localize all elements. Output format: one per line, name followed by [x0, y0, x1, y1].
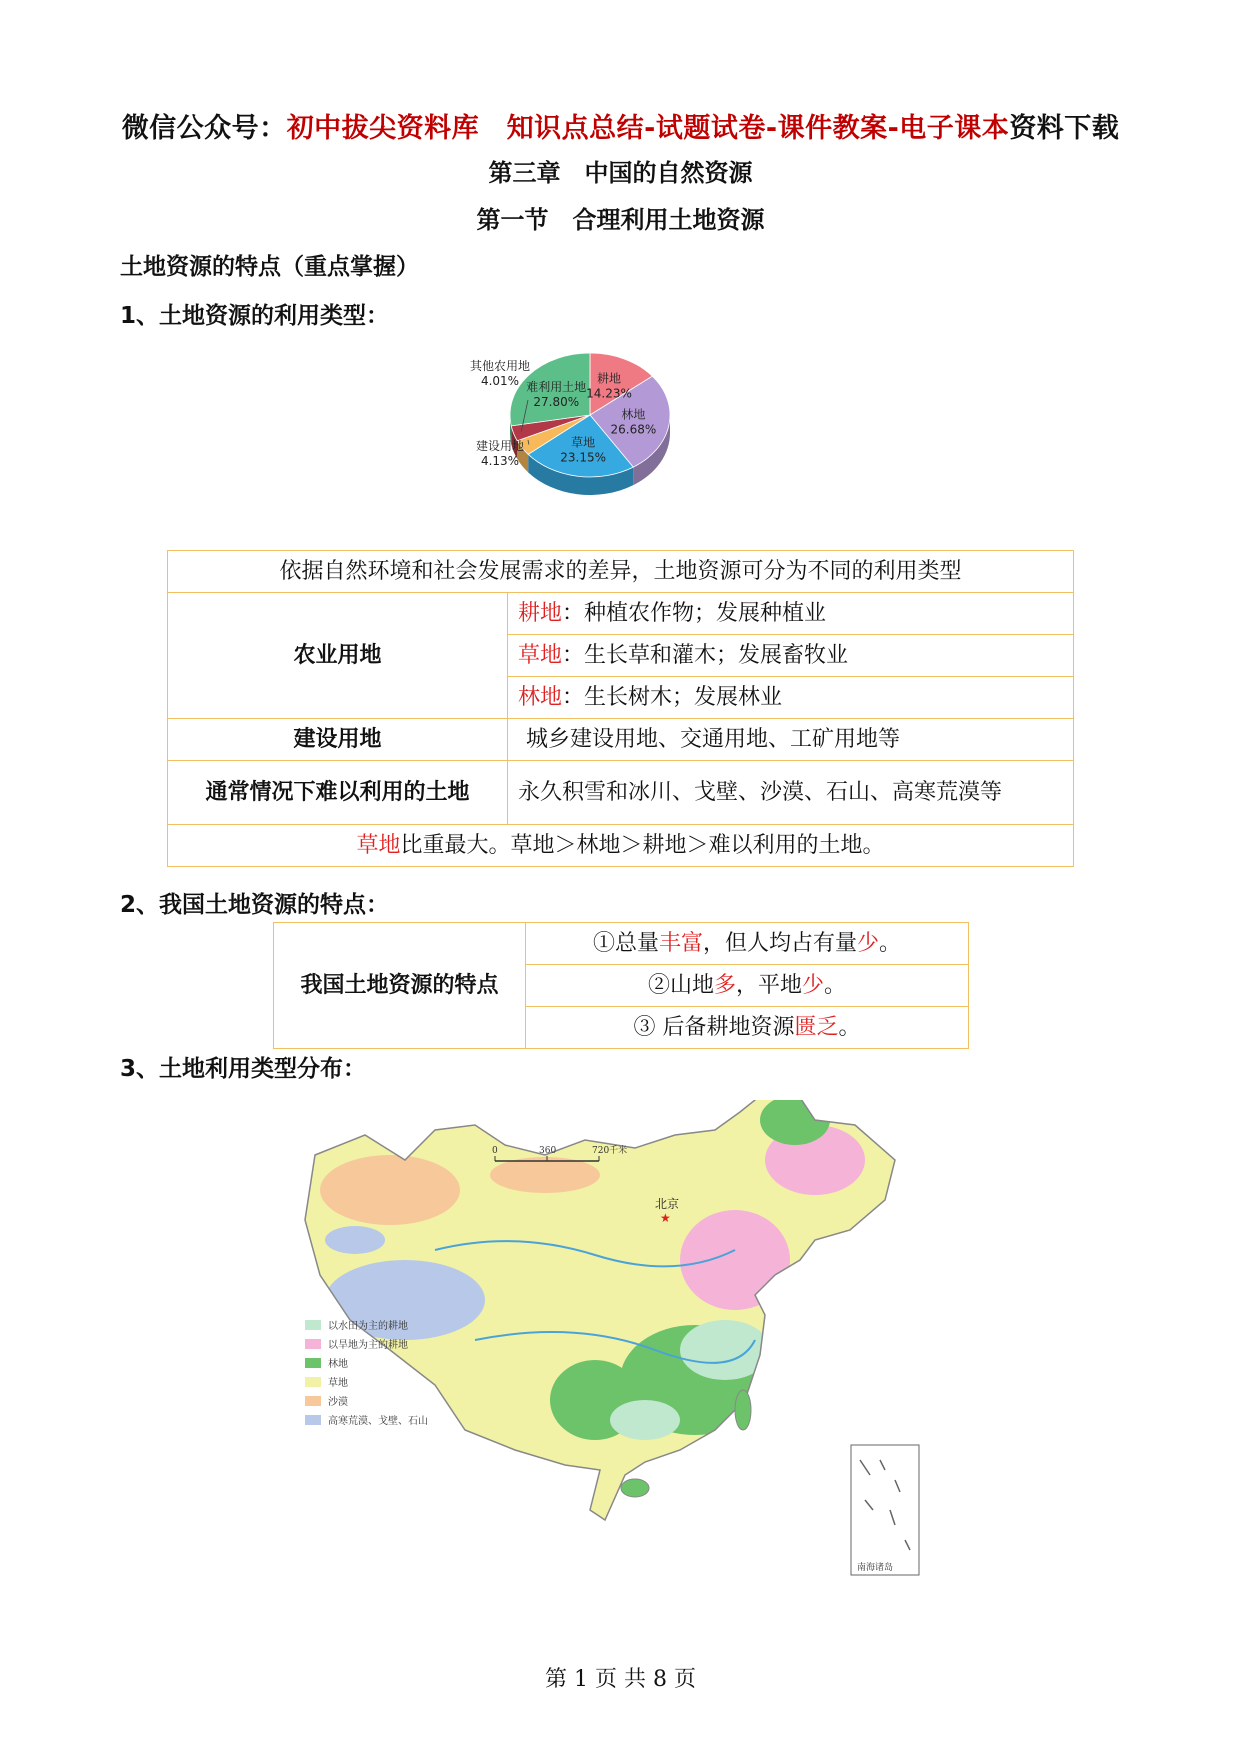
t2-red: 丰富: [658, 930, 703, 956]
t2-text: 。: [824, 972, 847, 998]
table1-agri-row: [508, 677, 1074, 719]
pie-label-name-难利用土地: 难利用土地: [526, 380, 587, 395]
legend-label: 高寒荒漠、戈壁、石山: [328, 1416, 428, 1427]
header-highlight: 初中拔尖资料库 知识点总结-试题试卷-课件教案-电子课本: [286, 113, 1010, 144]
pie-label-name-草地: 草地: [571, 435, 596, 450]
header-suffix: 资料下载: [1009, 113, 1120, 144]
t2-text: 。: [838, 1014, 861, 1040]
land-features-table: [273, 922, 969, 1049]
t2-text: ①总量: [592, 930, 659, 956]
pie-label-value-难利用土地: 27.80%: [533, 395, 580, 410]
map-taiwan: [735, 1390, 751, 1430]
pie-label-name-建设用地: 建设用地: [475, 439, 525, 453]
term: 草地: [518, 642, 563, 668]
desc: ：种植农作物；发展种植业: [562, 600, 827, 626]
legend-label: 林地: [328, 1359, 348, 1370]
map-desert-tarim: [320, 1155, 460, 1225]
pie-label-value-其他农用地: 4.01%: [480, 374, 520, 388]
map-inset: [851, 1445, 919, 1575]
table1-agri-label: 农业用地: [168, 593, 508, 719]
table1-construction-desc: 城乡建设用地、交通用地、工矿用地等: [508, 719, 1074, 761]
section-title: 第一节 合理利用土地资源: [476, 206, 765, 234]
map-paddy-south: [610, 1400, 680, 1440]
table1-hard-label: 通常情况下难以利用的土地: [168, 761, 508, 825]
pie-label-value-林地: 26.68%: [610, 422, 657, 437]
summary-highlight: 草地: [356, 832, 401, 858]
t2-text: ③ 后备耕地资源: [633, 1014, 795, 1040]
inset-frame: [851, 1445, 919, 1575]
t2-text: ，但人均占有量: [702, 930, 857, 956]
t2-red: 少: [857, 930, 880, 956]
table1-intro: 依据自然环境和社会发展需求的差异，土地资源可分为不同的利用类型: [168, 551, 1074, 593]
map-paddy-yangtze: [680, 1320, 770, 1380]
t2-text: 。: [879, 930, 902, 956]
legend-label: 以旱地为主的耕地: [328, 1340, 408, 1351]
legend-swatch: [305, 1415, 321, 1425]
summary-rest: 比重最大。草地＞林地＞耕地＞难以利用的土地。: [400, 832, 885, 858]
t2-red: 匮乏: [794, 1014, 839, 1040]
land-use-type-table: [167, 550, 1074, 867]
table2-row: [526, 923, 969, 965]
pie-label-value-草地: 23.15%: [560, 450, 607, 465]
chapter-title: 第三章 中国的自然资源: [488, 159, 753, 187]
table1-construction-label: 建设用地: [168, 719, 508, 761]
scale-0: 0: [492, 1146, 498, 1156]
t2-red: 少: [802, 972, 825, 998]
t2-red: 多: [713, 972, 736, 998]
heading-1: 1、土地资源的利用类型：: [120, 303, 390, 329]
legend-swatch: [305, 1396, 321, 1406]
heading-2: 2、我国土地资源的特点：: [120, 892, 390, 918]
page-footer: 第 1 页 共 8 页: [545, 1667, 696, 1692]
capital-star-icon: ★: [660, 1211, 671, 1225]
capital-label: 北京: [655, 1197, 680, 1211]
t2-text: ，平地: [735, 972, 802, 998]
table1-summary: [168, 825, 1074, 867]
legend-label: 草地: [328, 1378, 348, 1389]
heading-3: 3、土地利用类型分布：: [120, 1056, 367, 1082]
desc: ：生长草和灌木；发展畜牧业: [562, 642, 849, 668]
heading-main: 土地资源的特点（重点掌握）: [120, 254, 419, 280]
table2-row: [526, 1007, 969, 1049]
table2-label: 我国土地资源的特点: [274, 923, 526, 1049]
map-alpine-desert-2: [325, 1226, 385, 1254]
legend-swatch: [305, 1377, 321, 1387]
legend-swatch: [305, 1320, 321, 1330]
page-header: [0, 106, 1241, 145]
header-prefix: 微信公众号：: [121, 113, 287, 144]
legend-swatch: [305, 1358, 321, 1368]
table1-hard-desc: 永久积雪和冰川、戈壁、沙漠、石山、高寒荒漠等: [508, 761, 1074, 825]
china-land-use-map: [295, 1100, 945, 1600]
table1-agri-row: [508, 635, 1074, 677]
pie-label-name-耕地: 耕地: [597, 371, 622, 386]
legend-label: 以水田为主的耕地: [328, 1321, 408, 1332]
map-hainan: [621, 1479, 649, 1497]
t2-text: ②山地: [647, 972, 714, 998]
scale-360: 360: [539, 1146, 557, 1156]
legend-swatch: [305, 1339, 321, 1349]
pie-label-name-林地: 林地: [621, 407, 646, 422]
legend-label: 沙漠: [328, 1397, 348, 1408]
term: 林地: [518, 684, 563, 710]
scale-720: 720千米: [592, 1146, 628, 1156]
pie-label-value-耕地: 14.23%: [586, 386, 632, 401]
inset-label: 南海诸岛: [857, 1563, 894, 1573]
table2-row: [526, 965, 969, 1007]
term: 耕地: [518, 600, 563, 626]
table1-agri-row: [508, 593, 1074, 635]
map-desert-gobi: [490, 1157, 600, 1193]
land-use-pie-chart: [470, 340, 770, 540]
pie-label-name-其他农用地: 其他农用地: [470, 359, 531, 373]
desc: ：生长树木；发展林业: [562, 684, 783, 710]
pie-label-value-建设用地: 4.13%: [480, 454, 520, 468]
map-dryland-north: [680, 1210, 790, 1310]
